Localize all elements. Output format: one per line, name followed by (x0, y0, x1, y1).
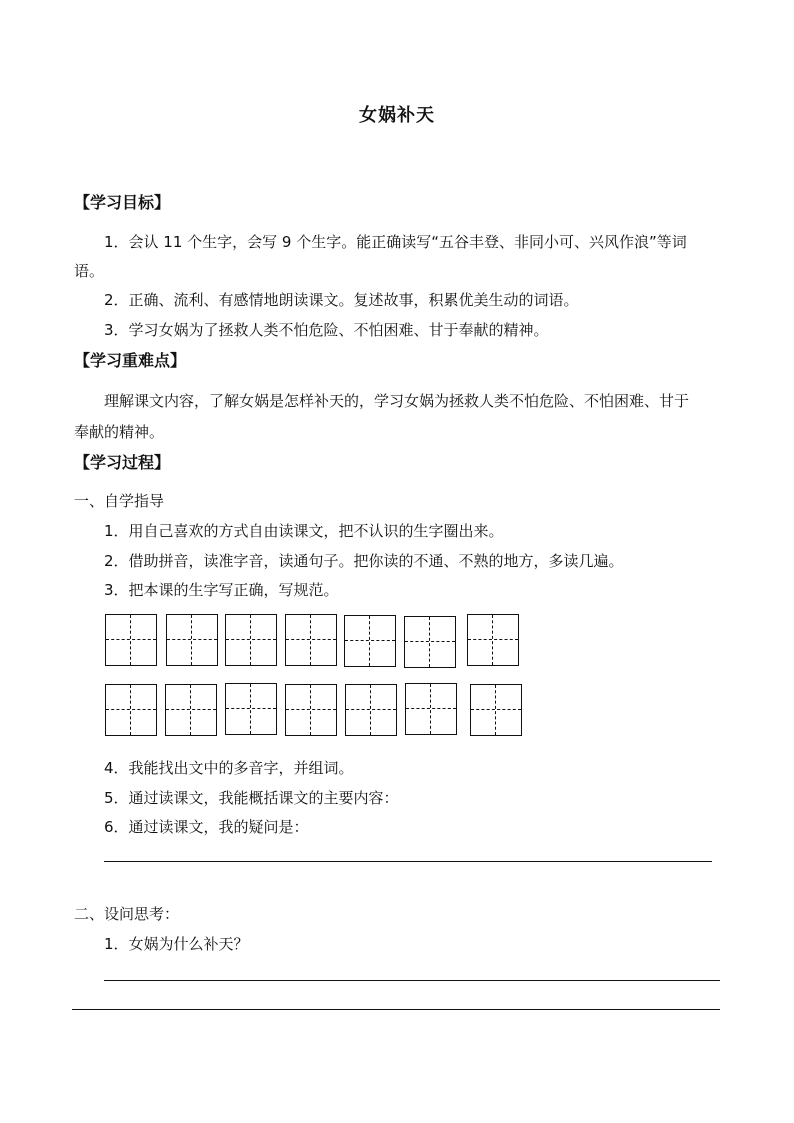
key-points-heading: 【学习重难点】 (74, 351, 187, 370)
answer-line[interactable] (104, 861, 712, 862)
writing-grid[interactable] (345, 684, 397, 736)
goal-item-2: 2．正确、流利、有感情地朗读课文。复述故事，积累优美生动的词语。 (104, 291, 579, 309)
writing-grid[interactable] (470, 684, 522, 736)
goal-item-1-cont: 语。 (74, 262, 105, 280)
part1-item-5: 5．通过读课文，我能概括课文的主要内容： (104, 789, 399, 807)
writing-grid[interactable] (285, 684, 337, 736)
part1-item-1: 1．用自己喜欢的方式自由读课文，把不认识的生字圈出来。 (104, 522, 504, 540)
writing-grid[interactable] (405, 683, 457, 735)
key-points-line-1: 理解课文内容，了解女娲是怎样补天的，学习女娲为拯救人类不怕危险、不怕困难、甘于 (104, 392, 690, 410)
writing-grid[interactable] (467, 614, 519, 666)
writing-grid[interactable] (404, 616, 456, 668)
part2-title: 二、设问思考： (74, 905, 180, 923)
writing-grid[interactable] (225, 683, 277, 735)
writing-grid[interactable] (225, 614, 277, 666)
writing-grid[interactable] (285, 614, 337, 666)
writing-grid[interactable] (166, 614, 218, 666)
part1-item-4: 4．我能找出文中的多音字，并组词。 (104, 759, 354, 777)
part1-item-6: 6．通过读课文，我的疑问是： (104, 818, 309, 836)
page-title: 女娲补天 (359, 105, 435, 126)
writing-grid[interactable] (165, 684, 217, 736)
goal-item-1: 1．会认 11 个生字，会写 9 个生字。能正确读写“五谷丰登、非同小可、兴风作浪”等词 (104, 233, 687, 251)
writing-grid[interactable] (105, 614, 157, 666)
answer-line[interactable] (104, 980, 720, 981)
goal-item-3: 3．学习女娲为了拯救人类不怕危险、不怕困难、甘于奉献的精神。 (104, 321, 549, 339)
part1-item-2: 2．借助拼音，读准字音，读通句子。把你读的不通、不熟的地方，多读几遍。 (104, 552, 624, 570)
writing-grid[interactable] (344, 615, 396, 667)
goals-heading: 【学习目标】 (74, 193, 171, 212)
key-points-line-2: 奉献的精神。 (74, 423, 165, 441)
answer-line[interactable] (72, 1009, 720, 1010)
process-heading: 【学习过程】 (74, 453, 171, 472)
part2-item-1: 1．女娲为什么补天？ (104, 935, 249, 953)
part1-title: 一、自学指导 (74, 492, 165, 510)
writing-grid[interactable] (105, 684, 157, 736)
part1-item-3: 3．把本课的生字写正确，写规范。 (104, 581, 339, 599)
